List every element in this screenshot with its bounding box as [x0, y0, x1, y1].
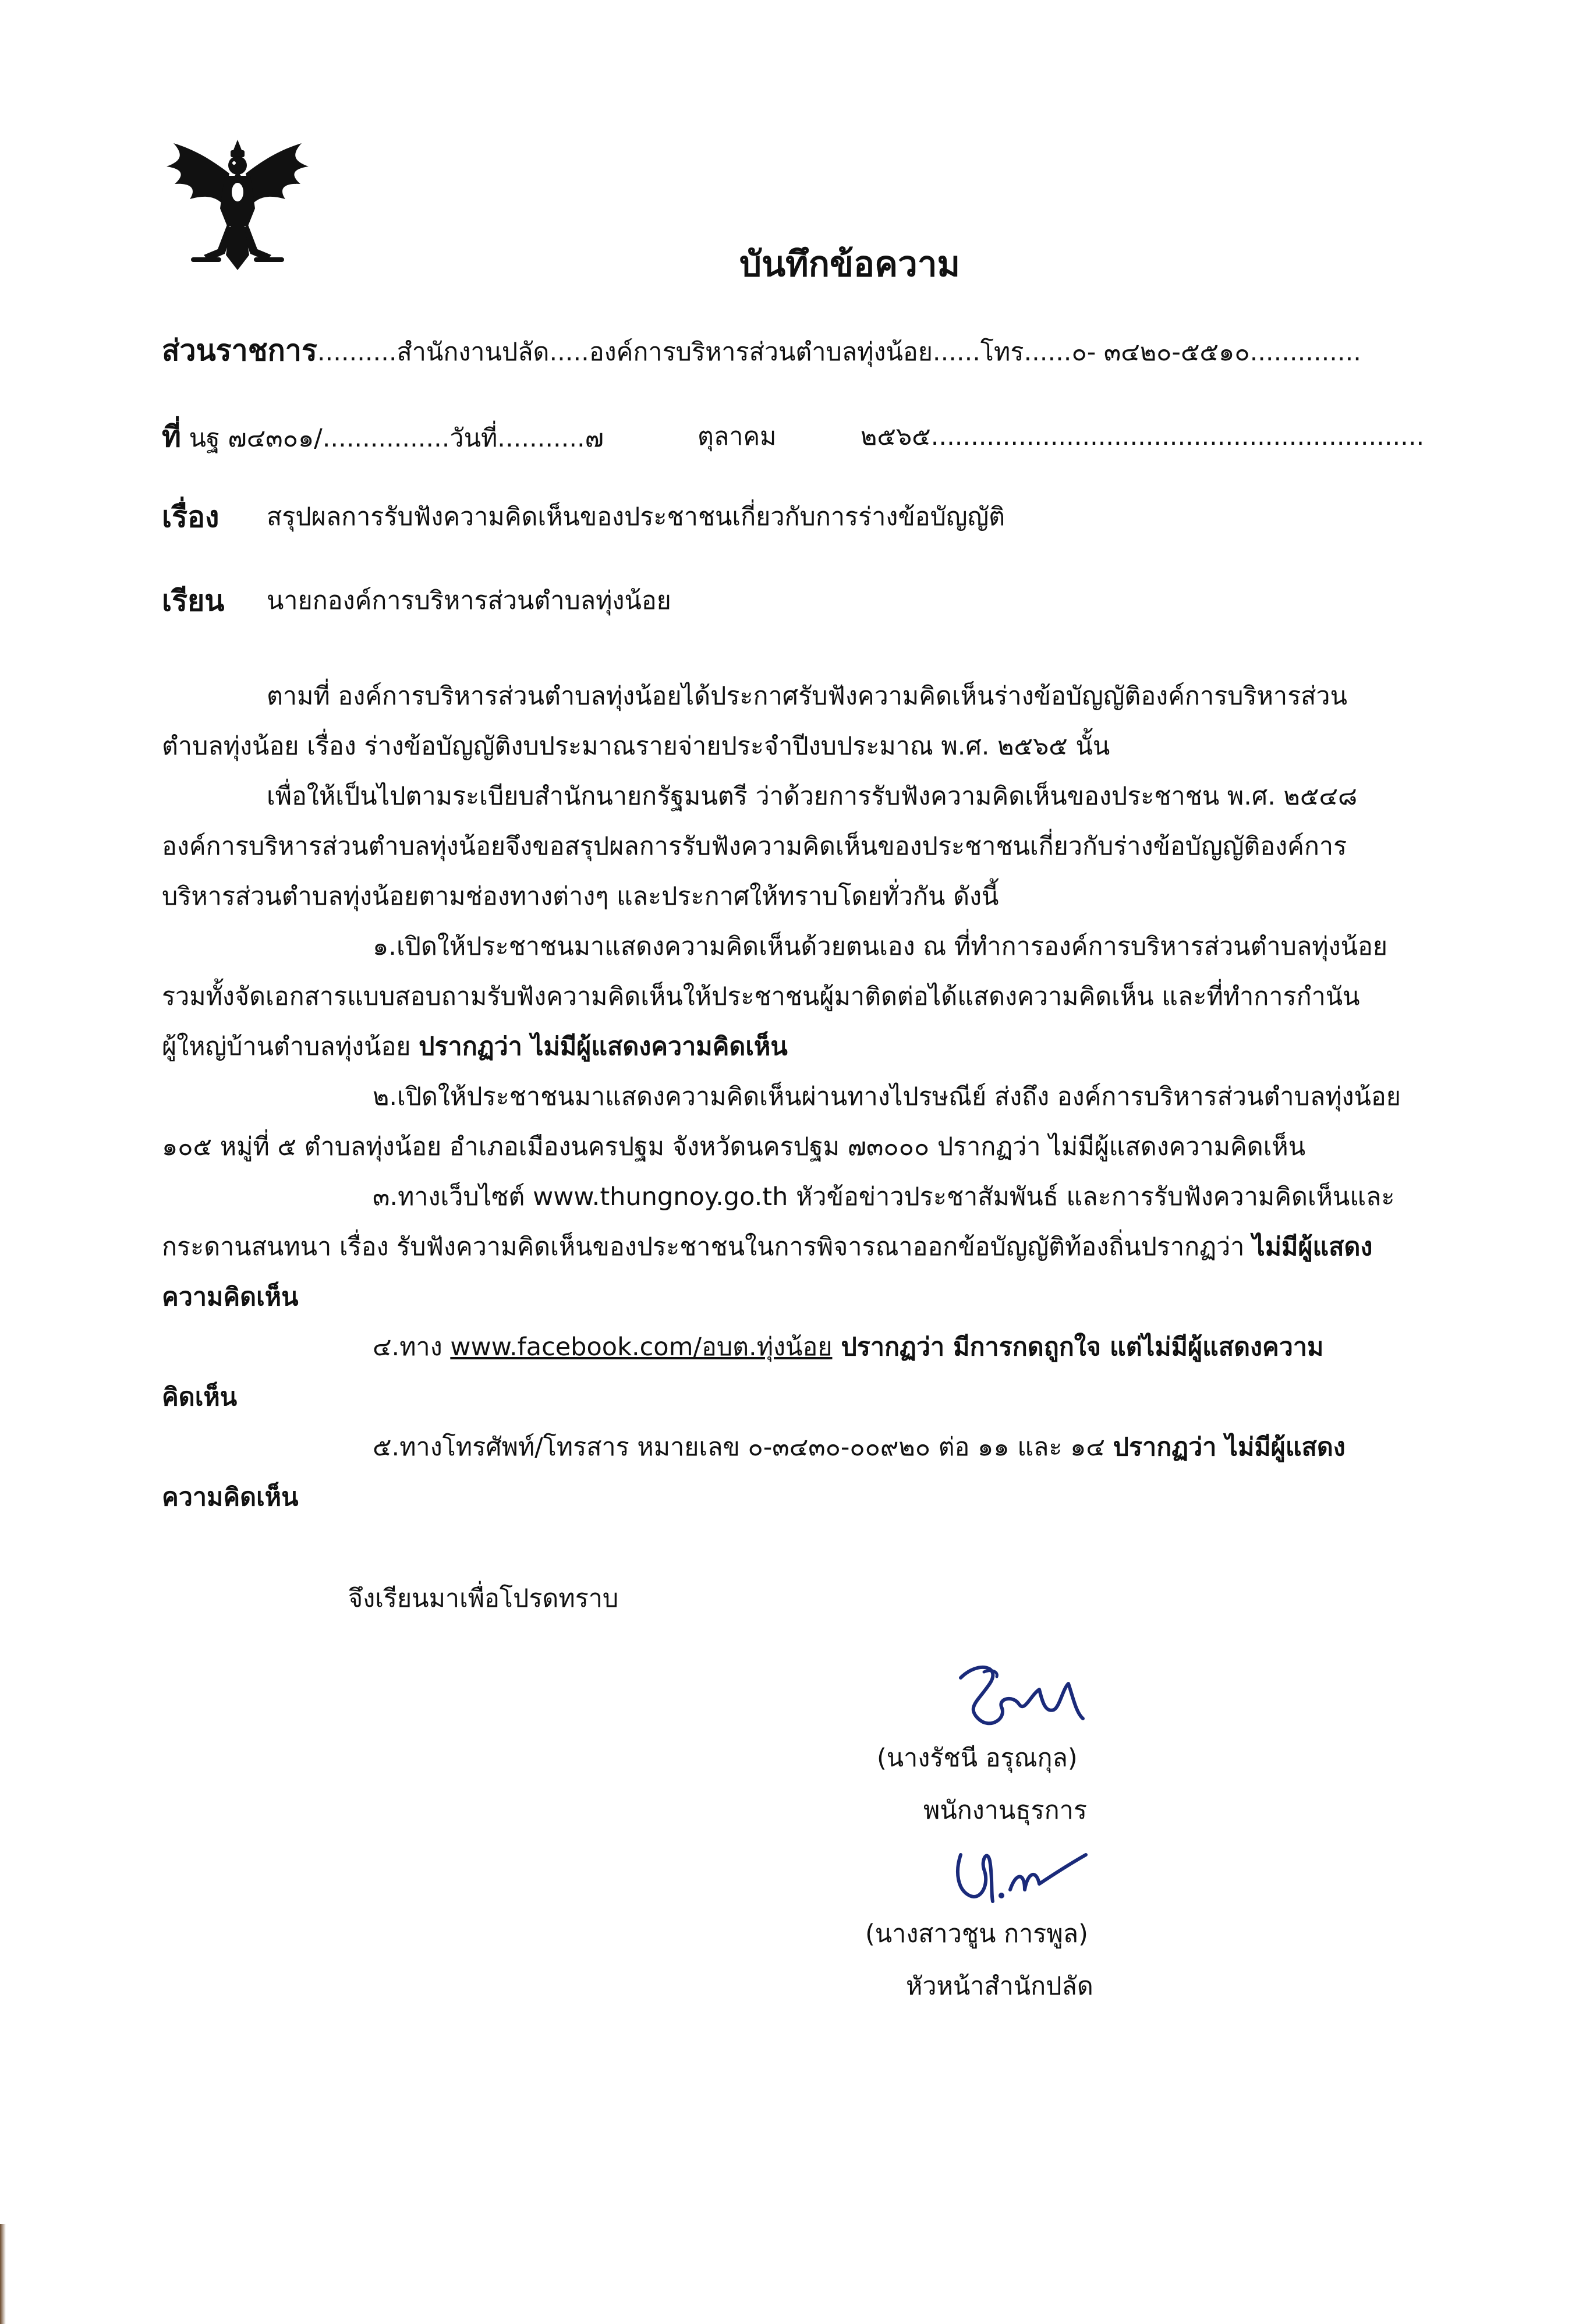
- subject-label: เรื่อง: [162, 500, 219, 534]
- recipient-label: เรียน: [162, 584, 225, 618]
- paragraph-1-line-1: ตามที่ องค์การบริหารส่วนตำบลทุ่งน้อยได้ประกาศรับฟังความคิดเห็นร่างข้อบัญญัติองค์การบริหารส่วน: [267, 682, 1347, 711]
- item-4-line-2: [162, 1380, 237, 1415]
- document-title: บันทึกข้อความ: [739, 244, 961, 285]
- scan-edge-shadow: [0, 2224, 6, 2324]
- recipient-value: นายกองค์การบริหารส่วนตำบลทุ่งน้อย: [267, 586, 671, 615]
- item-5-result-cont: ความคิดเห็น: [162, 1483, 299, 1512]
- item-2-line-1: ๒.เปิดให้ประชาชนมาแสดงความคิดเห็นผ่านทางไปรษณีย์ ส่งถึง องค์การบริหารส่วนตำบลทุ่งน้อย: [373, 1082, 1401, 1111]
- item-3-line-3: [162, 1280, 299, 1315]
- item-5-result: ปรากฏว่า ไม่มีผู้แสดง: [1113, 1433, 1346, 1462]
- item-4-result-cont: คิดเห็น: [162, 1383, 238, 1412]
- item-5-text: ๕.ทางโทรศัพท์/โทรสาร หมายเลข ๐-๓๔๓๐-๐๐๙๒๐ ต่อ ๑๑ และ ๑๔: [373, 1433, 1113, 1462]
- reference-label: ที่: [162, 420, 181, 454]
- item-2-line-2: ๑๐๕ หมู่ที่ ๕ ตำบลทุ่งน้อย อำเภอเมืองนครปฐม จังหวัดนครปฐม ๗๓๐๐๐ ปรากฏว่า ไม่มีผู้แสดงความคิดเห็น: [162, 1132, 1306, 1161]
- signature-2-handwriting: [943, 1837, 1095, 1913]
- reference-value: นฐ ๗๔๓๐๑/................วันที่...........๗: [189, 424, 604, 453]
- signature-2-name: (นางสาวชูน การพูล): [865, 1919, 1088, 1949]
- date-month: ตุลาคม: [698, 422, 777, 451]
- agency-line: [162, 333, 1361, 370]
- paragraph-2-line-1: เพื่อให้เป็นไปตามระเบียบสำนักนายกรัฐมนตรี ว่าด้วยการรับฟังความคิดเห็นของประชาชน พ.ศ. ๒๕๔๘: [267, 782, 1358, 811]
- paragraph-2-line-2: องค์การบริหารส่วนตำบลทุ่งน้อยจึงขอสรุปผลการรับฟังความคิดเห็นของประชาชนเกี่ยวกับร่างข้อบัญญัติองค์การ: [162, 832, 1347, 861]
- signature-1-name: (นางรัชนี อรุณกุล): [877, 1744, 1078, 1773]
- closing-line: จึงเรียนมาเพื่อโปรดทราบ: [348, 1584, 619, 1613]
- date-year: ๒๕๖๕..............................................................: [861, 422, 1425, 451]
- item-3-line-2: [162, 1230, 1372, 1264]
- item-4-prefix: ๔.ทาง: [373, 1333, 451, 1362]
- item-1-line-3: [162, 1029, 788, 1064]
- item-1-line-3-text: ผู้ใหญ่บ้านตำบลทุ่งน้อย: [162, 1032, 419, 1061]
- item-1-line-2: รวมทั้งจัดเอกสารแบบสอบถามรับฟังความคิดเห็นให้ประชาชนผู้มาติดต่อได้แสดงความคิดเห็น และที่ทำการกำนัน: [162, 982, 1360, 1011]
- reference-line: [162, 419, 604, 456]
- facebook-link[interactable]: www.facebook.com/อบต.ทุ่งน้อย: [450, 1333, 833, 1362]
- item-4-result: ปรากฏว่า มีการกดถูกใจ แต่ไม่มีผู้แสดงความ: [832, 1333, 1324, 1362]
- recipient-line: [162, 583, 224, 620]
- item-3-result: ไม่มีผู้แสดง: [1252, 1232, 1373, 1262]
- paragraph-2-line-3: บริหารส่วนตำบลทุ่งน้อยตามช่องทางต่างๆ และประกาศให้ทราบโดยทั่วกัน ดังนี้: [162, 882, 999, 911]
- item-3-line-1: ๓.ทางเว็บไซต์ www.thungnoy.go.th หัวข้อข่าวประชาสัมพันธ์ และการรับฟังความคิดเห็นและ: [373, 1182, 1395, 1211]
- subject-line: [162, 499, 219, 536]
- garuda-emblem-icon: [162, 139, 313, 272]
- signature-2-position: หัวหน้าสำนักปลัด: [906, 1972, 1093, 2001]
- paragraph-1-line-2: ตำบลทุ่งน้อย เรื่อง ร่างข้อบัญญัติงบประมาณรายจ่ายประจำปีงบประมาณ พ.ศ. ๒๕๖๕ นั้น: [162, 732, 1110, 761]
- item-5-line-1: [373, 1430, 1346, 1465]
- signature-1-position: พนักงานธุรการ: [923, 1796, 1087, 1825]
- agency-label: ส่วนราชการ: [162, 334, 317, 367]
- item-5-line-2: [162, 1480, 299, 1515]
- item-1-result: ปรากฏว่า ไม่มีผู้แสดงความคิดเห็น: [419, 1032, 788, 1061]
- item-4-line-1: [373, 1330, 1323, 1365]
- subject-value: สรุปผลการรับฟังความคิดเห็นของประชาชนเกี่ยวกับการร่างข้อบัญญัติ: [267, 502, 1005, 532]
- agency-value: ..........สำนักงานปลัด.....องค์การบริหารส่วนตำบลทุ่งน้อย......โทร......๐- ๓๔๒๐-๕๕๑๐..............: [317, 338, 1361, 367]
- item-3-result-cont: ความคิดเห็น: [162, 1283, 299, 1312]
- signature-1-handwriting: [943, 1655, 1095, 1742]
- item-3-line-2-text: กระดานสนทนา เรื่อง รับฟังความคิดเห็นของประชาชนในการพิจารณาออกข้อบัญญัติท้องถิ่นปรากฏว่า: [162, 1232, 1253, 1262]
- item-1-line-1: ๑.เปิดให้ประชาชนมาแสดงความคิดเห็นด้วยตนเอง ณ ที่ทำการองค์การบริหารส่วนตำบลทุ่งน้อย: [373, 932, 1388, 961]
